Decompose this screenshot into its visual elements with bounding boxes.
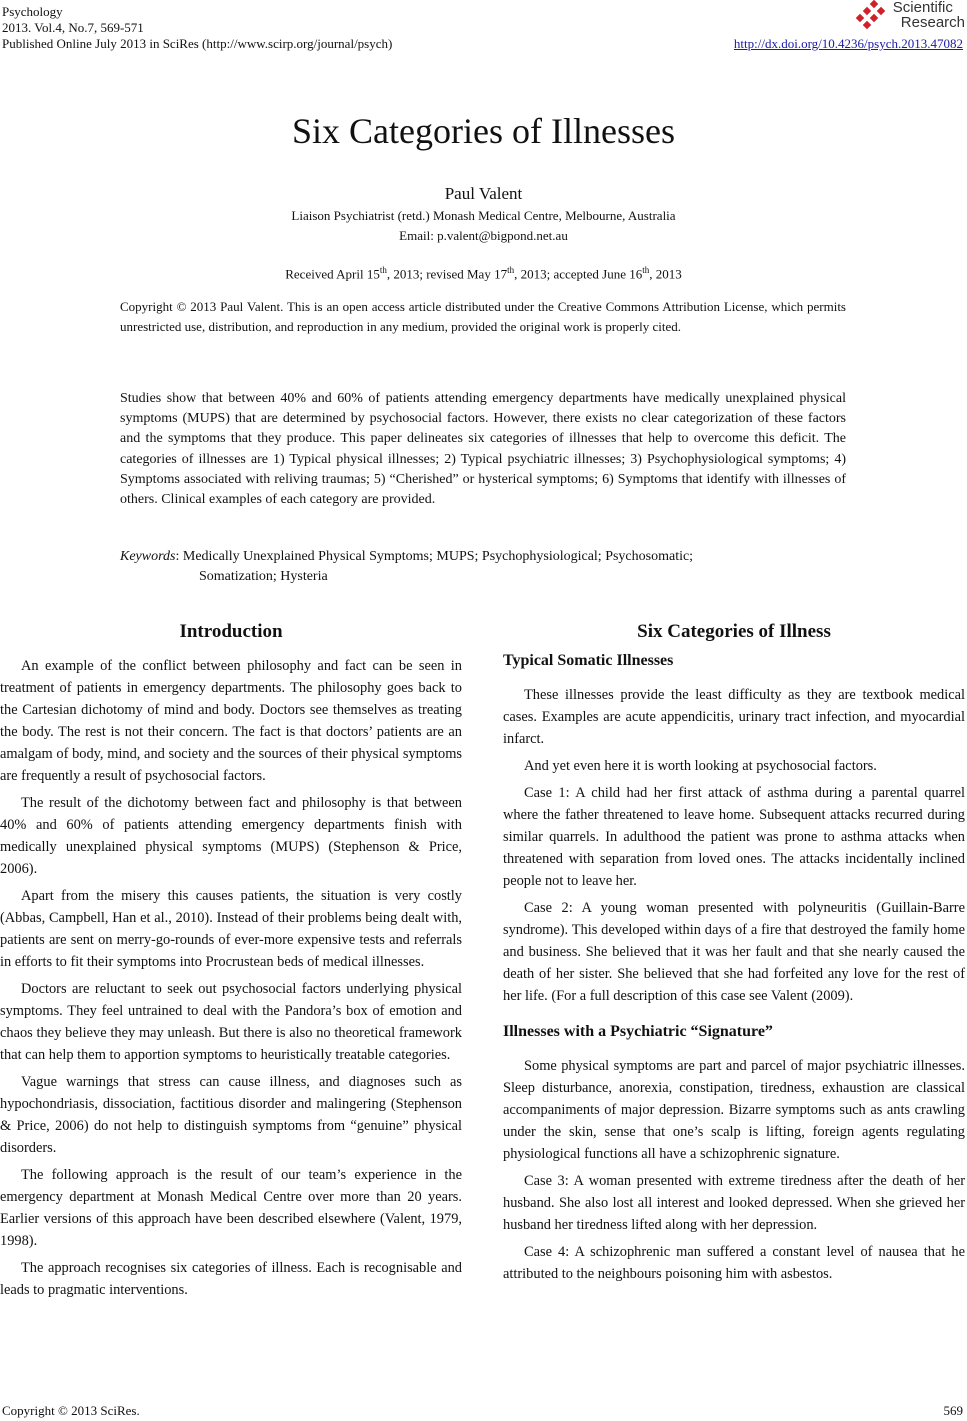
journal-name: Psychology — [2, 4, 63, 19]
footer-copyright: Copyright © 2013 SciRes. — [2, 1403, 140, 1418]
body-paragraph: Case 1: A child had her first attack of asthma during a parental quarrel where the father threatened to leave home. Subsequent attacks recurred during similar quarrels. In adulthood the patient was prone to asthma attacks when threatened with separation from loved ones. The attacks incidentally inclined people not to leave her. — [503, 785, 965, 889]
body-paragraph: These illnesses provide the least difficulty as they are textbook medical cases. Examples are acute appendicitis, urinary tract infection, and myocardial infarct. — [503, 687, 965, 747]
keywords-line1: Medically Unexplained Physical Symptoms; MUPS; Psychophysiological; Psychosomatic; — [182, 549, 694, 564]
left-column — [0, 620, 462, 1306]
copyright-notice: Copyright © 2013 Paul Valent. This is an open access article distributed under the Creative Commons Attribution License, which permits unrestricted use, distribution, and reproduction in any medium, provided the original work is properly cited. — [120, 299, 846, 334]
author-affiliation: Liaison Psychiatrist (retd.) Monash Medical Centre, Melbourne, Australia — [291, 208, 676, 223]
body-paragraph: Doctors are reluctant to seek out psychosocial factors underlying physical symptoms. They feel untrained to deal with the Pandora’s box of emotion and chaos they believe they may unleash. But there is also no theoretical framework that can help them to apportion symptoms to heuristically treatable categories. — [0, 981, 462, 1063]
keywords-line2: Somatization; Hysteria — [199, 569, 328, 584]
received-dates: Received April 15th, 2013; revised May 17th, 2013; accepted June 16th, 2013 — [285, 265, 682, 282]
section-heading-six-categories: Six Categories of Illness — [637, 621, 831, 642]
volume-info: 2013. Vol.4, No.7, 569-571 — [2, 20, 144, 35]
body-paragraph: And yet even here it is worth looking at psychosocial factors. — [524, 758, 877, 774]
section-heading-introduction: Introduction — [179, 621, 283, 642]
body-paragraph: Case 3: A woman presented with extreme tiredness after the death of her husband. She also lost all interest and looked depressed. When she grieved her husband her tiredness lifted along with her depression. — [503, 1173, 965, 1233]
body-paragraph: Some physical symptoms are part and parcel of major psychiatric illnesses. Sleep disturbance, anorexia, constipation, tiredness, exhaustion are classical accompaniments of major depression. Bizarre symptoms such as ants crawling under the skin, sense that one’s scalp is lifting, foreign agents regulating physiological functions all have a schizophrenic signature. — [503, 1058, 965, 1162]
paper-title: Six Categories of Illnesses — [292, 111, 675, 151]
abstract: Studies show that between 40% and 60% of patients attending emergency departments have medically unexplained physical symptoms (MUPS) that are determined by psychosocial factors. However, there exists no clear categorization of these factors and the symptoms that they produce. This paper delineates six categories of illnesses that help to overcome this deficit. The categories of illnesses are 1) Typical physical illnesses; 2) Typical psychiatric illnesses; 3) Psychophysiological symptoms; 4) Symptoms associated with reliving traumas; 5) “Cherished” or hysterical symptoms; 6) Symptoms that identify with illnesses of others. Clinical examples of each category are provided. — [120, 391, 846, 508]
publication-info: Published Online July 2013 in SciRes (http://www.scirp.org/journal/psych) — [2, 36, 393, 51]
body-paragraph: Apart from the misery this causes patients, the situation is very costly (Abbas, Campbell, Han et al., 2010). Instead of their problems being dealt with, patients are sent on merry-go-rounds of ever-more expensive tests and referrals in efforts to fit their symptoms into Procrustean beds of medical illnesses. — [0, 888, 462, 970]
doi-link[interactable]: http://dx.doi.org/10.4236/psych.2013.47082 — [733, 36, 963, 51]
subheading-psychiatric-signature: Illnesses with a Psychiatric “Signature” — [503, 1023, 773, 1040]
body-paragraph: The approach recognises six categories of illness. Each is recognisable and leads to pragmatic interventions. — [0, 1260, 462, 1298]
keywords: Keywords: Medically Unexplained Physical Symptoms; MUPS; Psychophysiological; Psychosomatic; Somatization; Hysteria — [120, 547, 846, 587]
publisher-logo-icon — [855, 0, 891, 30]
body-paragraph: Case 4: A schizophrenic man suffered a constant level of nausea that he attributed to the neighbours poisoning him with asbestos. — [503, 1244, 965, 1282]
body-paragraph: An example of the conflict between philosophy and fact can be seen in treatment of patients in emergency departments. The philosophy goes back to the Cartesian dichotomy of mind and body. Doctors see themselves as treating the body. The rest is not their concern. The fact is that doctors’ patients are an amalgam of body, mind, and society and the sources of their physical symptoms are frequently a result of psychosocial factors. — [0, 658, 462, 784]
body-paragraph: The following approach is the result of our team’s experience in the emergency department at Monash Medical Centre over more than 20 years. Earlier versions of this approach have been described elsewhere (Valent, 1979, 1998). — [0, 1167, 462, 1249]
publisher-logo — [855, 0, 965, 30]
right-column — [503, 620, 965, 1290]
body-paragraph: Vague warnings that stress can cause illness, and diagnoses such as hypochondriasis, dissociation, factitious disorder and malingering (Stephenson & Price, 2006) do not help to distinguish symptoms from “genuine” physical disorders. — [0, 1074, 462, 1156]
keywords-label: Keywords — [120, 549, 176, 564]
author-name: Paul Valent — [444, 184, 523, 203]
page-number: 569 — [943, 1403, 963, 1418]
logo-text-line1: Scientific — [892, 0, 953, 16]
body-paragraph: Case 2: A young woman presented with polyneuritis (Guillain-Barre syndrome). This developed within days of a fire that destroyed the family home and business. She believed that it was her fault and that she nearly caused the death of her sister. She believed that she had forfeited any love for the rest of her life. (For a full description of this case see Valent (2009). — [503, 900, 965, 1004]
author-email: Email: p.valent@bigpond.net.au — [399, 228, 568, 243]
body-paragraph: The result of the dichotomy between fact and philosophy is that between 40% and 60% of patients attending emergency departments finish with medically unexplained physical symptoms (MUPS) (Stephenson & Price, 2006). — [0, 795, 462, 877]
logo-text-line2: Research — [900, 14, 965, 31]
running-header — [2, 4, 392, 52]
subheading-typical-somatic: Typical Somatic Illnesses — [503, 652, 674, 669]
